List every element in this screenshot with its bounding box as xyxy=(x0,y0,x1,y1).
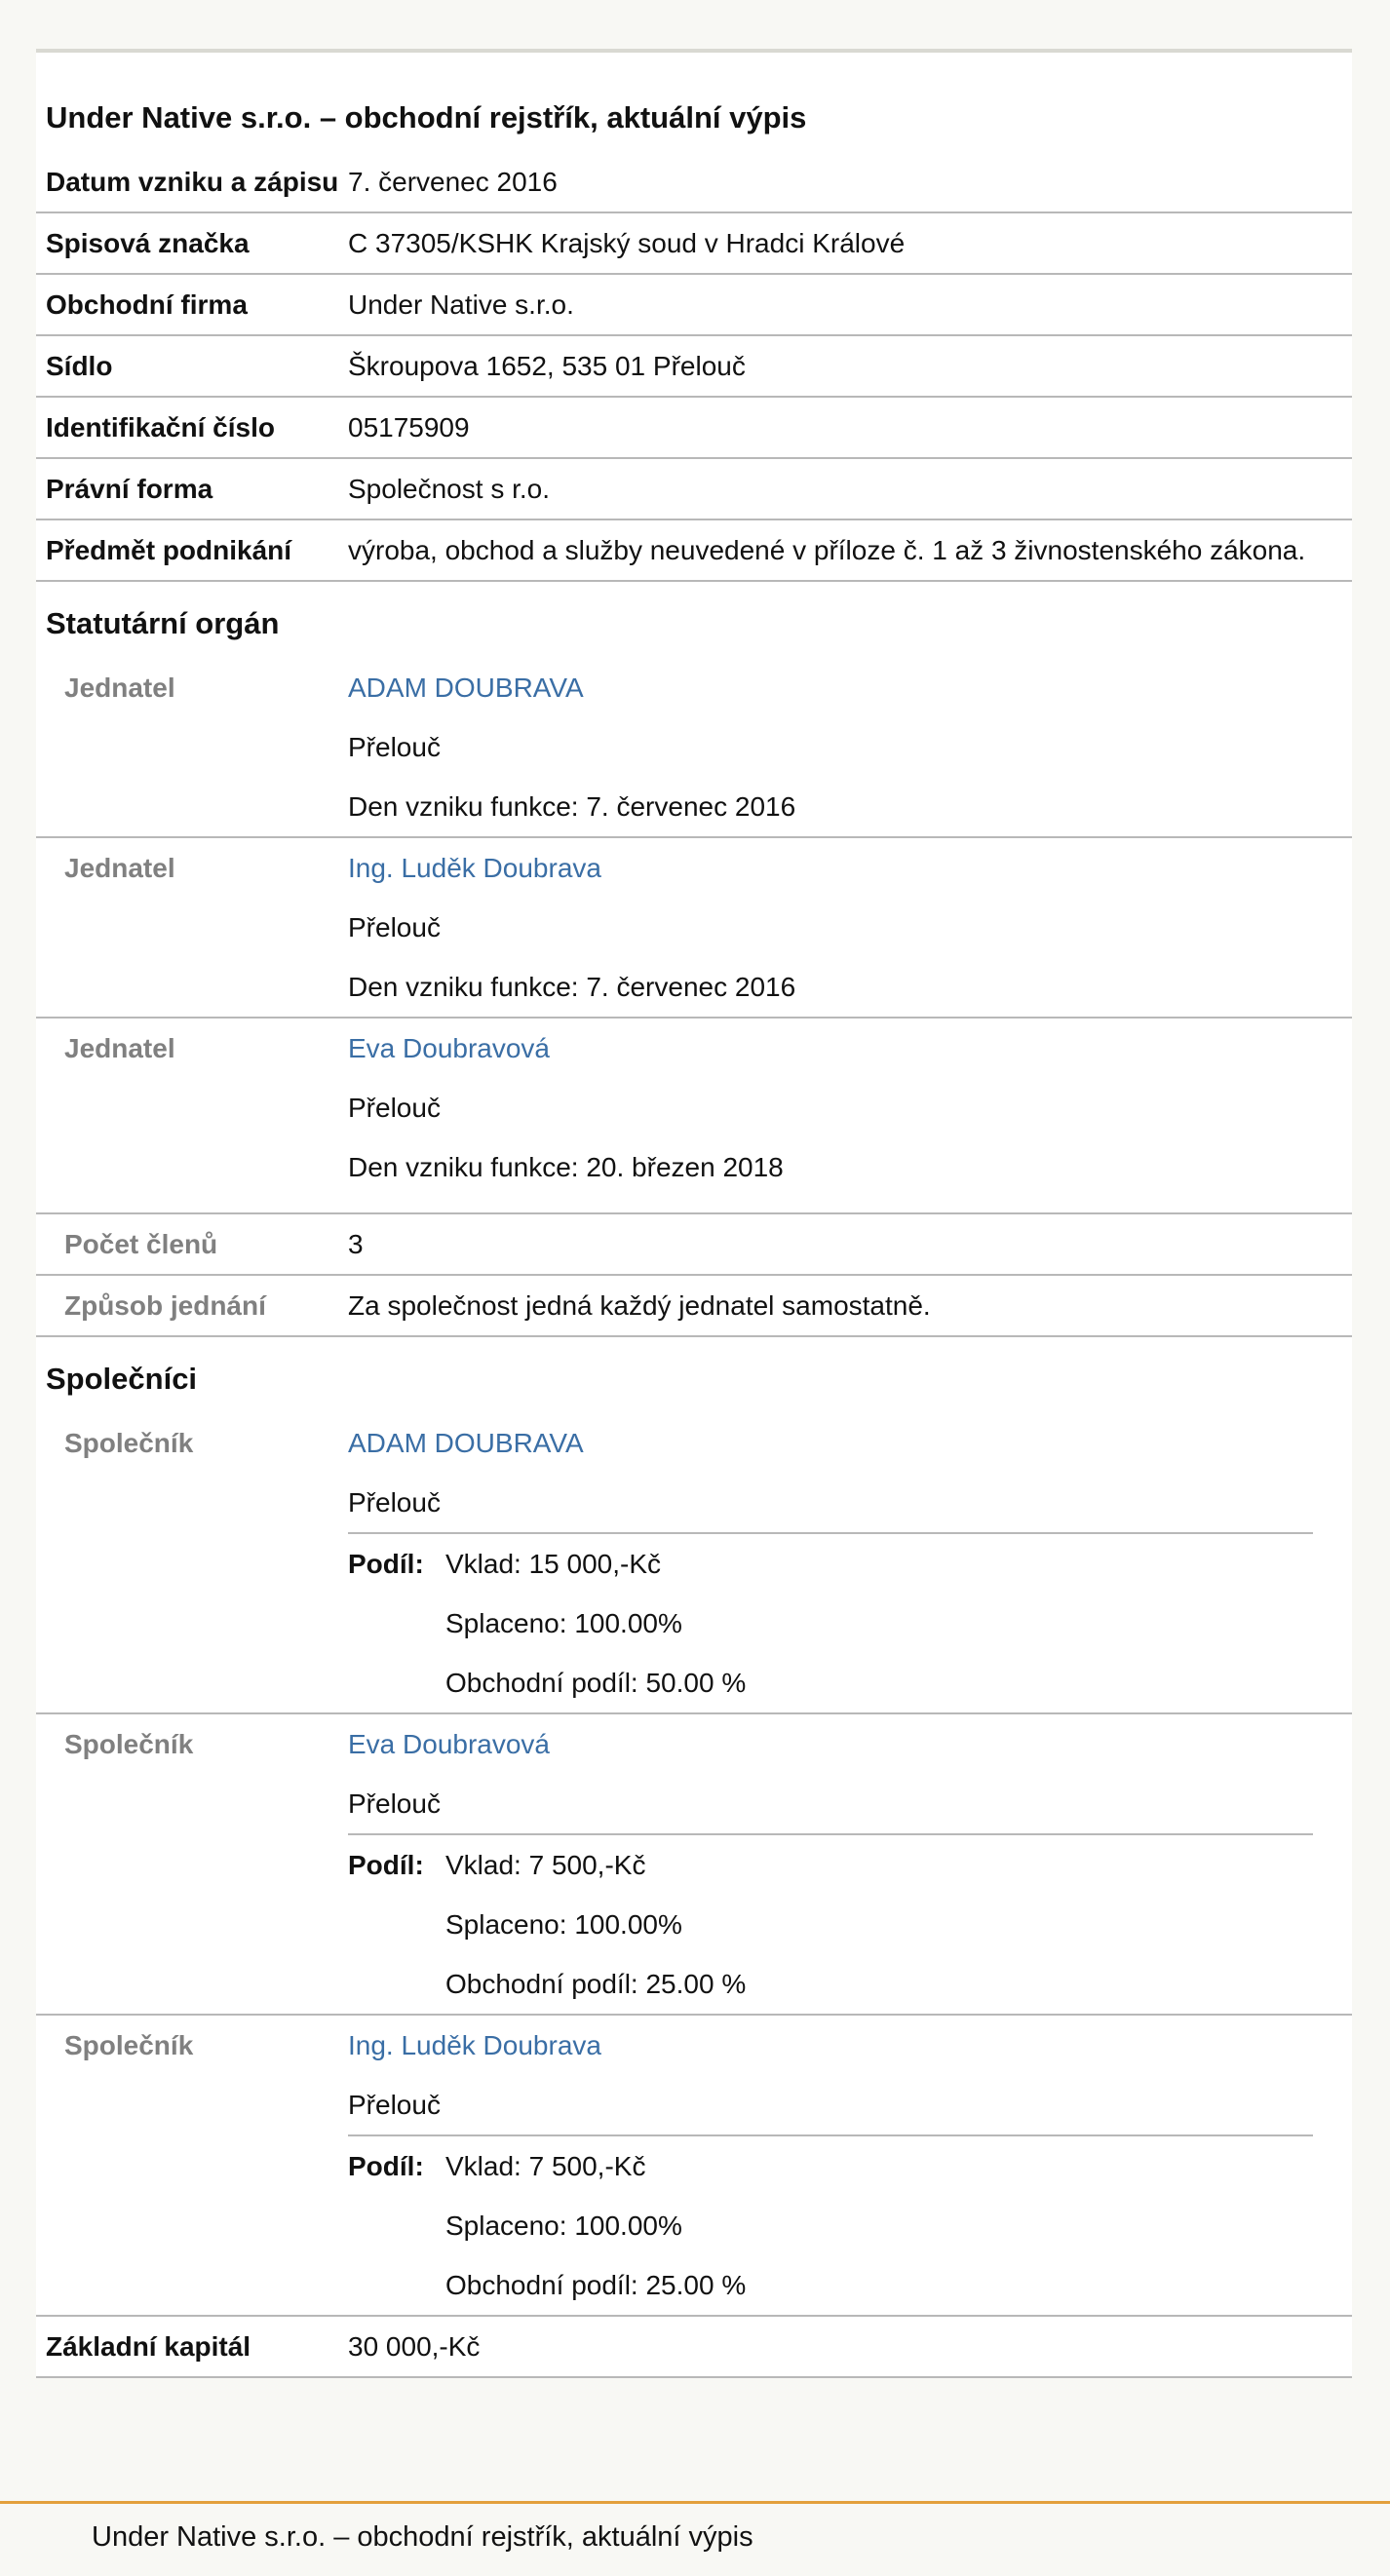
basic-row-address xyxy=(36,336,1352,398)
partner-city: Přelouč xyxy=(348,2090,441,2120)
row-value: 7. červenec 2016 xyxy=(348,167,558,197)
share-percent: Obchodní podíl: 50.00 % xyxy=(445,1668,747,1698)
member-city: Přelouč xyxy=(348,912,441,942)
share-percent: Obchodní podíl: 25.00 % xyxy=(445,1969,747,1999)
page-footer xyxy=(0,2501,1390,2576)
share-label: Podíl: xyxy=(348,1549,424,1579)
partner-role: Společník xyxy=(64,1428,194,1458)
share-percent: Obchodní podíl: 25.00 % xyxy=(445,2270,747,2300)
divider xyxy=(36,1197,1352,1214)
row-value: 30 000,-Kč xyxy=(348,2331,481,2362)
member-name-link[interactable]: Eva Doubravová xyxy=(348,1033,551,1063)
capital-row xyxy=(36,2317,1352,2378)
row-value: Under Native s.r.o. xyxy=(348,289,574,320)
statutory-member xyxy=(36,1019,1352,1197)
partner-role: Společník xyxy=(64,1729,194,1759)
share-deposit: Vklad: 7 500,-Kč xyxy=(445,2151,646,2181)
basic-row-founded xyxy=(36,152,1352,213)
row-value: C 37305/KSHK Krajský soud v Hradci Králové xyxy=(348,228,906,258)
share-deposit: Vklad: 15 000,-Kč xyxy=(445,1549,662,1579)
member-since: Den vzniku funkce: 20. březen 2018 xyxy=(348,1152,784,1182)
row-value: Společnost s r.o. xyxy=(348,474,551,504)
member-role: Jednatel xyxy=(64,853,175,883)
row-label: Spisová značka xyxy=(46,228,250,258)
row-label: Identifikační číslo xyxy=(46,412,275,442)
row-label: Sídlo xyxy=(46,351,113,381)
row-label: Základní kapitál xyxy=(46,2331,251,2362)
row-label: Počet členů xyxy=(64,1229,218,1259)
row-value: 3 xyxy=(348,1229,364,1259)
statutory-acting-row xyxy=(36,1276,1352,1337)
partner-name-link[interactable]: Eva Doubravová xyxy=(348,1729,551,1759)
registry-extract xyxy=(36,49,1352,2378)
partner-share xyxy=(348,1833,1313,2014)
row-label: Způsob jednání xyxy=(64,1290,266,1321)
member-since: Den vzniku funkce: 7. červenec 2016 xyxy=(348,791,796,822)
row-value: Za společnost jedná každý jednatel samostatně. xyxy=(348,1290,931,1321)
row-label: Předmět podnikání xyxy=(46,535,292,565)
share-paid: Splaceno: 100.00% xyxy=(445,1608,682,1638)
partner-item xyxy=(36,1413,1352,1714)
basic-row-file-number xyxy=(36,213,1352,275)
partner-city: Přelouč xyxy=(348,1788,441,1819)
share-label: Podíl: xyxy=(348,1850,424,1880)
member-since: Den vzniku funkce: 7. červenec 2016 xyxy=(348,972,796,1002)
row-value: výroba, obchod a služby neuvedené v příloze č. 1 až 3 živnostenského zákona. xyxy=(348,535,1306,565)
share-label: Podíl: xyxy=(348,2151,424,2181)
basic-row-company-name xyxy=(36,275,1352,336)
partner-item xyxy=(36,2016,1352,2317)
row-value: Škroupova 1652, 535 01 Přelouč xyxy=(348,351,746,381)
member-role: Jednatel xyxy=(64,673,175,703)
row-label: Obchodní firma xyxy=(46,289,248,320)
row-label: Právní forma xyxy=(46,474,213,504)
member-city: Přelouč xyxy=(348,1093,441,1123)
partner-name-link[interactable]: Ing. Luděk Doubrava xyxy=(348,2030,601,2060)
share-paid: Splaceno: 100.00% xyxy=(445,2211,682,2241)
member-name-link[interactable]: ADAM DOUBRAVA xyxy=(348,673,584,703)
statutory-section-title: Statutární orgán xyxy=(46,606,280,640)
basic-row-legal-form xyxy=(36,459,1352,520)
share-deposit: Vklad: 7 500,-Kč xyxy=(445,1850,646,1880)
basic-row-business-scope xyxy=(36,520,1352,582)
partner-role: Společník xyxy=(64,2030,194,2060)
partner-city: Přelouč xyxy=(348,1487,441,1518)
partner-item xyxy=(36,1714,1352,2016)
member-city: Přelouč xyxy=(348,732,441,762)
share-paid: Splaceno: 100.00% xyxy=(445,1909,682,1940)
partner-share xyxy=(348,1532,1313,1712)
partners-section-title: Společníci xyxy=(46,1362,198,1396)
row-value: 05175909 xyxy=(348,412,470,442)
row-label: Datum vzniku a zápisu xyxy=(46,167,339,197)
partner-name-link[interactable]: ADAM DOUBRAVA xyxy=(348,1428,584,1458)
statutory-count-row xyxy=(36,1214,1352,1276)
partner-share xyxy=(348,2134,1313,2315)
statutory-member xyxy=(36,838,1352,1019)
member-name-link[interactable]: Ing. Luděk Doubrava xyxy=(348,853,601,883)
statutory-member xyxy=(36,658,1352,838)
page-title: Under Native s.r.o. – obchodní rejstřík, aktuální výpis xyxy=(46,100,807,135)
member-role: Jednatel xyxy=(64,1033,175,1063)
footer-text: Under Native s.r.o. – obchodní rejstřík, aktuální výpis xyxy=(92,2521,753,2553)
basic-row-id-number xyxy=(36,398,1352,459)
